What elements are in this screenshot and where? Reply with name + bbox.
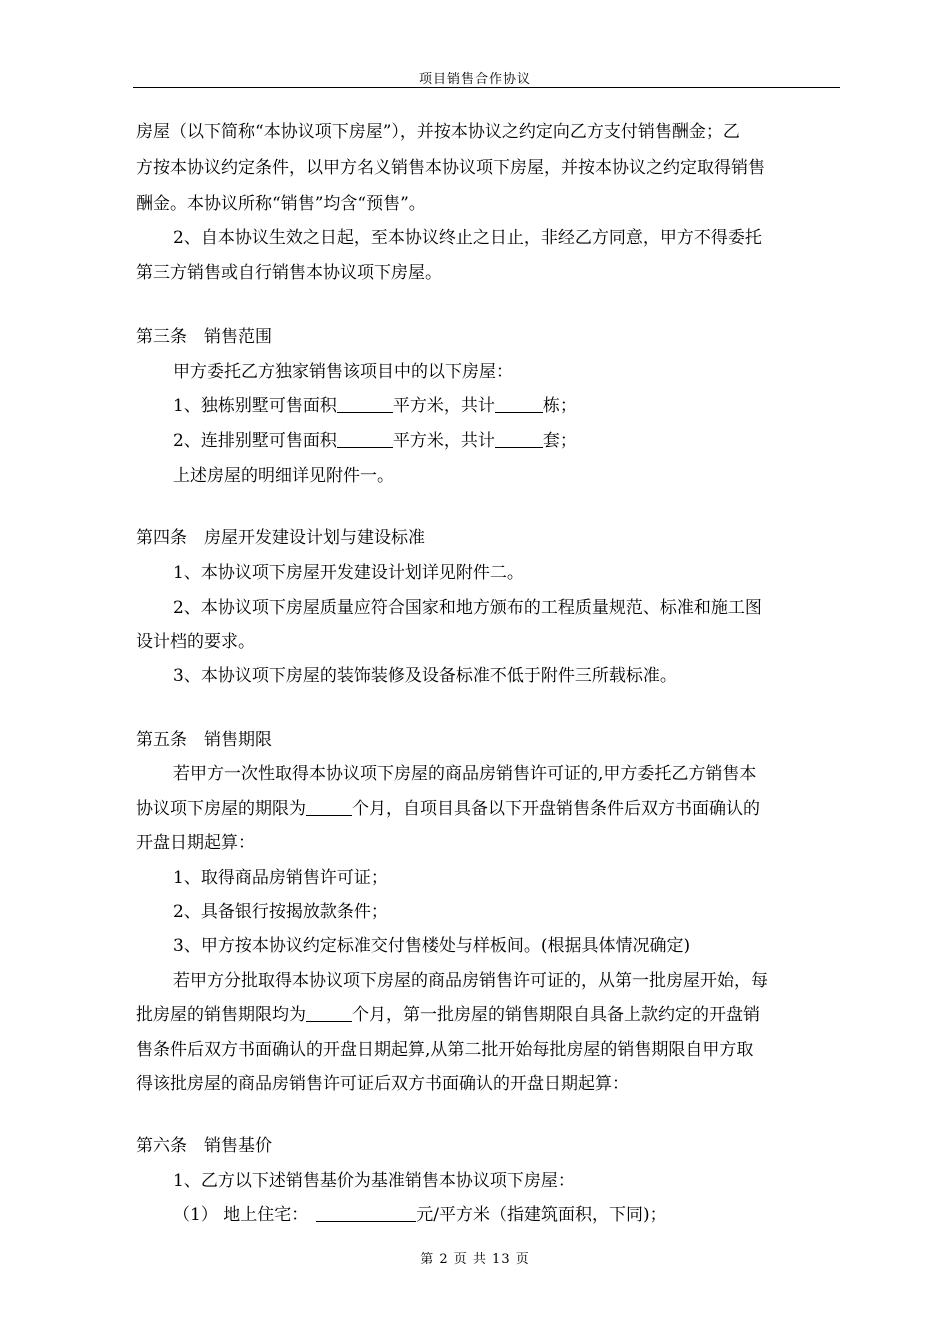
paragraph-text: 个月，自项目具备以下开盘销售条件后双方书面确认的 [352, 799, 760, 819]
list-item: 2、本协议项下房屋质量应符合国家和地方颁布的工程质量规范、标准和施工图 [173, 598, 762, 618]
list-item-text: 栋； [542, 396, 577, 416]
paragraph-line: 上述房屋的明细详见附件一。 [173, 466, 394, 486]
list-item: 1、本协议项下房屋开发建设计划详见附件二。 [173, 563, 524, 583]
list-item-text: （1） 地上住宅： [173, 1205, 309, 1225]
fill-blank [316, 1205, 416, 1222]
list-item: 2、具备银行按揭放款条件； [173, 902, 388, 922]
paragraph-line: 得该批房屋的商品房销售许可证后双方书面确认的开盘日期起算： [136, 1074, 629, 1094]
paragraph-line: 房屋（以下简称“本协议项下房屋”），并按本协议之约定向乙方支付销售酬金；乙 [136, 122, 740, 142]
paragraph-text: 批房屋的销售期限均为 [136, 1005, 306, 1025]
page-number: 第 2 页 共 13 页 [420, 1252, 530, 1267]
paragraph-line: 设计档的要求。 [136, 632, 255, 652]
fill-blank [337, 431, 393, 448]
list-item: 3、本协议项下房屋的装饰装修及设备标准不低于附件三所载标准。 [173, 666, 677, 686]
section-heading-3: 第三条 销售范围 [136, 327, 272, 347]
page-header-title: 项目销售合作协议 [418, 72, 531, 87]
list-item [173, 1197, 667, 1233]
paragraph-line [136, 791, 760, 827]
fill-blank [337, 396, 393, 413]
list-item-text: 1、独栋别墅可售面积 [173, 396, 337, 416]
fill-blank [306, 799, 352, 816]
section-heading-5: 第五条 销售期限 [136, 730, 272, 750]
paragraph-line: 甲方委托乙方独家销售该项目中的以下房屋： [173, 362, 513, 382]
fill-blank [306, 1005, 352, 1022]
fill-blank [495, 431, 543, 448]
paragraph-line: 方按本协议约定条件，以甲方名义销售本协议项下房屋，并按本协议之约定取得销售 [136, 158, 765, 178]
list-item: 1、乙方以下述销售基价为基准销售本协议项下房屋： [173, 1171, 575, 1191]
list-item [173, 423, 577, 459]
section-heading-6: 第六条 销售基价 [136, 1136, 272, 1156]
list-item-text: 套； [542, 431, 577, 451]
list-item [173, 388, 577, 424]
paragraph-line: 若甲方一次性取得本协议项下房屋的商品房销售许可证的,甲方委托乙方销售本 [173, 764, 757, 784]
section-heading-4: 第四条 房屋开发建设计划与建设标准 [136, 528, 425, 548]
header-divider [133, 87, 840, 88]
paragraph-line: 售条件后双方书面确认的开盘日期起算,从第二批开始每批房屋的销售期限自甲方取 [136, 1040, 754, 1060]
paragraph-line: 2、自本协议生效之日起，至本协议终止之日止，非经乙方同意，甲方不得委托 [173, 228, 762, 248]
paragraph-line [136, 997, 760, 1033]
paragraph-text: 协议项下房屋的期限为 [136, 799, 306, 819]
paragraph-line: 若甲方分批取得本协议项下房屋的商品房销售许可证的，从第一批房屋开始，每 [173, 971, 768, 991]
fill-blank [495, 396, 543, 413]
list-item: 3、甲方按本协议约定标准交付售楼处与样板间。(根据具体情况确定) [173, 936, 691, 956]
paragraph-text: 个月，第一批房屋的销售期限自具备上款约定的开盘销 [352, 1005, 760, 1025]
list-item-text: 元/平方米（指建筑面积，下同)； [416, 1205, 667, 1225]
list-item-text: 平方米，共计 [392, 431, 495, 451]
paragraph-line: 开盘日期起算： [136, 833, 255, 853]
list-item-text: 2、连排别墅可售面积 [173, 431, 337, 451]
list-item: 1、取得商品房销售许可证； [173, 868, 388, 888]
paragraph-line: 第三方销售或自行销售本协议项下房屋。 [136, 263, 442, 283]
paragraph-line: 酬金。本协议所称“销售”均含“预售”。 [136, 194, 426, 214]
list-item-text: 平方米，共计 [392, 396, 495, 416]
